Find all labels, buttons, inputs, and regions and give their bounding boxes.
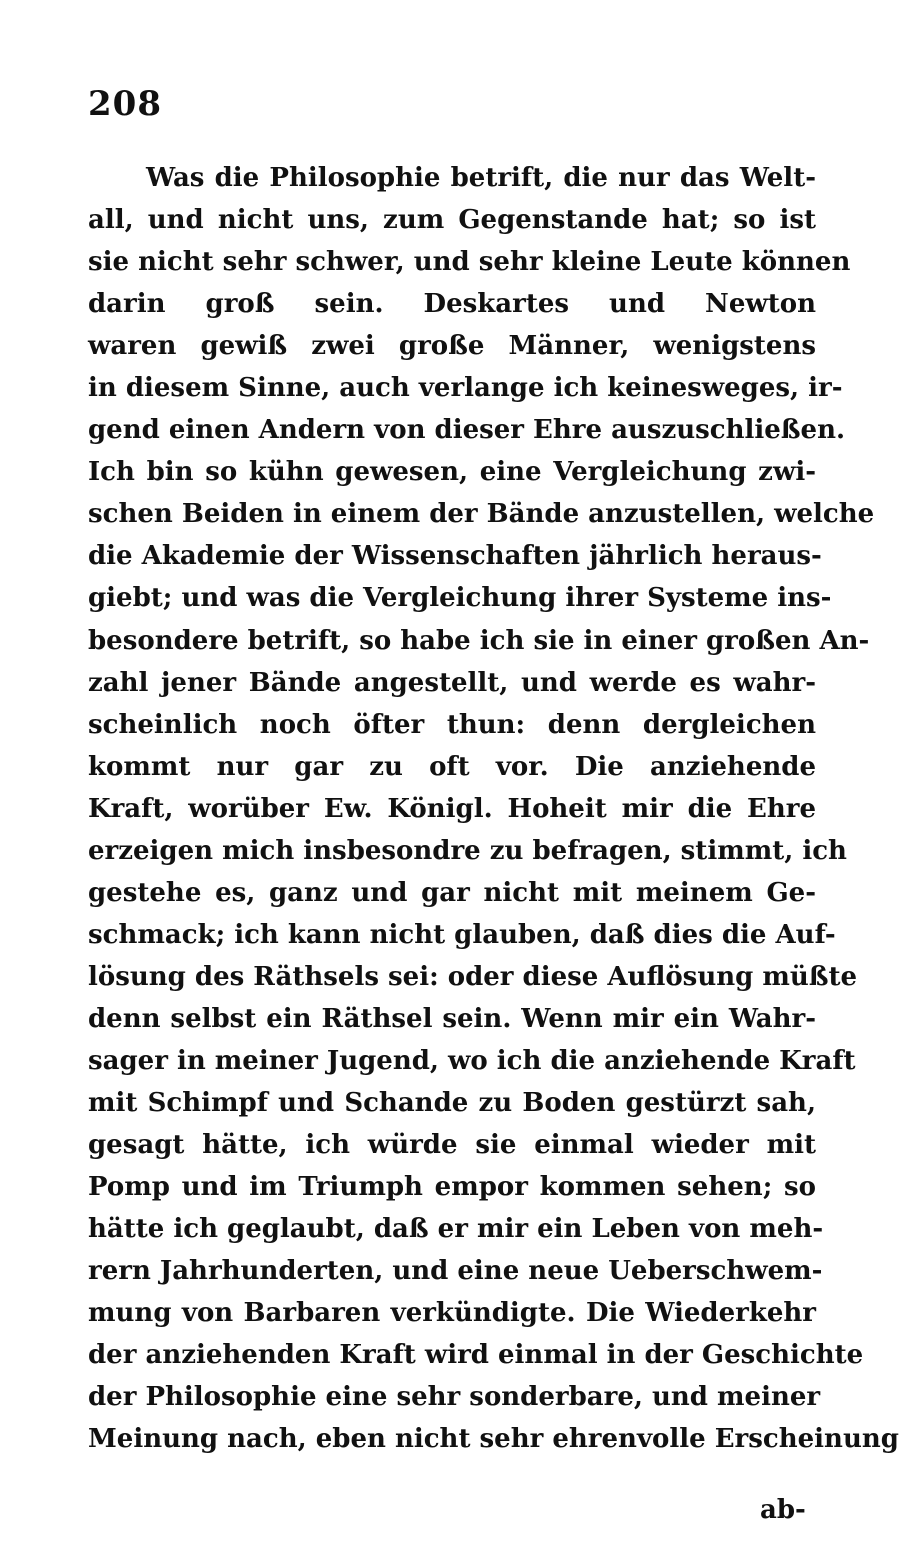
text-line: hätte ich geglaubt, daß er mir ein Leben von meh- xyxy=(88,1214,824,1245)
text-line: die Akademie der Wissenschaften jährlich heraus- xyxy=(88,541,822,572)
body-text xyxy=(88,157,899,1460)
text-line: schen Beiden in einem der Bände anzustellen, welche xyxy=(88,499,875,530)
text-line: sager in meiner Jugend, wo ich die anziehende Kraft xyxy=(88,1045,856,1076)
page-number: 208 xyxy=(88,84,162,124)
text-line: der anziehenden Kraft wird einmal in der Geschichte xyxy=(88,1340,864,1371)
text-line: in diesem Sinne, auch verlange ich keinesweges, ir- xyxy=(88,373,843,404)
text-line: Pomp und im Triumph empor kommen sehen; so xyxy=(88,1172,816,1203)
text-line: Kraft, worüber Ew. Königl. Hoheit mir die Ehre xyxy=(88,793,816,824)
text-line: denn selbst ein Räthsel sein. Wenn mir ein Wahr- xyxy=(88,1003,816,1034)
text-line: gestehe es, ganz und gar nicht mit meinem Ge- xyxy=(88,877,816,908)
text-line: giebt; und was die Vergleichung ihrer Systeme ins- xyxy=(88,583,832,614)
text-line: erzeigen mich insbesondre zu befragen, stimmt, ich xyxy=(88,835,847,866)
text-line: darin groß sein. Deskartes und Newton xyxy=(88,289,816,320)
text-line: rern Jahrhunderten, und eine neue Ueberschwem- xyxy=(88,1256,823,1287)
text-line: Meinung nach, eben nicht sehr ehrenvolle Erscheinung xyxy=(88,1424,899,1455)
text-line: mung von Barbaren verkündigte. Die Wiederkehr xyxy=(88,1298,816,1329)
text-line: Ich bin so kühn gewesen, eine Vergleichung zwi- xyxy=(88,457,816,488)
text-line: der Philosophie eine sehr sonderbare, und meiner xyxy=(88,1382,821,1413)
text-line: all, und nicht uns, zum Gegenstande hat; so ist xyxy=(88,205,816,236)
text-line: lösung des Räthsels sei: oder diese Auflösung müßte xyxy=(88,961,858,992)
text-line: schmack; ich kann nicht glauben, daß dies die Auf- xyxy=(88,919,836,950)
text-line: zahl jener Bände angestellt, und werde es wahr- xyxy=(88,667,816,698)
text-line: waren gewiß zwei große Männer, wenigstens xyxy=(88,331,816,362)
text-line: gend einen Andern von dieser Ehre auszuschließen. xyxy=(88,415,846,446)
text-line: Was die Philosophie betrift, die nur das Welt- xyxy=(146,163,816,193)
text-line: gesagt hätte, ich würde sie einmal wieder mit xyxy=(88,1130,816,1161)
catchword: ab- xyxy=(760,1495,806,1525)
text-line: kommt nur gar zu oft vor. Die anziehende xyxy=(88,751,816,782)
text-line: mit Schimpf und Schande zu Boden gestürzt sah, xyxy=(88,1088,816,1119)
text-line: sie nicht sehr schwer, und sehr kleine Leute können xyxy=(88,247,851,278)
text-line: scheinlich noch öfter thun: denn dergleichen xyxy=(88,709,816,740)
text-line: besondere betrift, so habe ich sie in einer großen An- xyxy=(88,625,870,656)
